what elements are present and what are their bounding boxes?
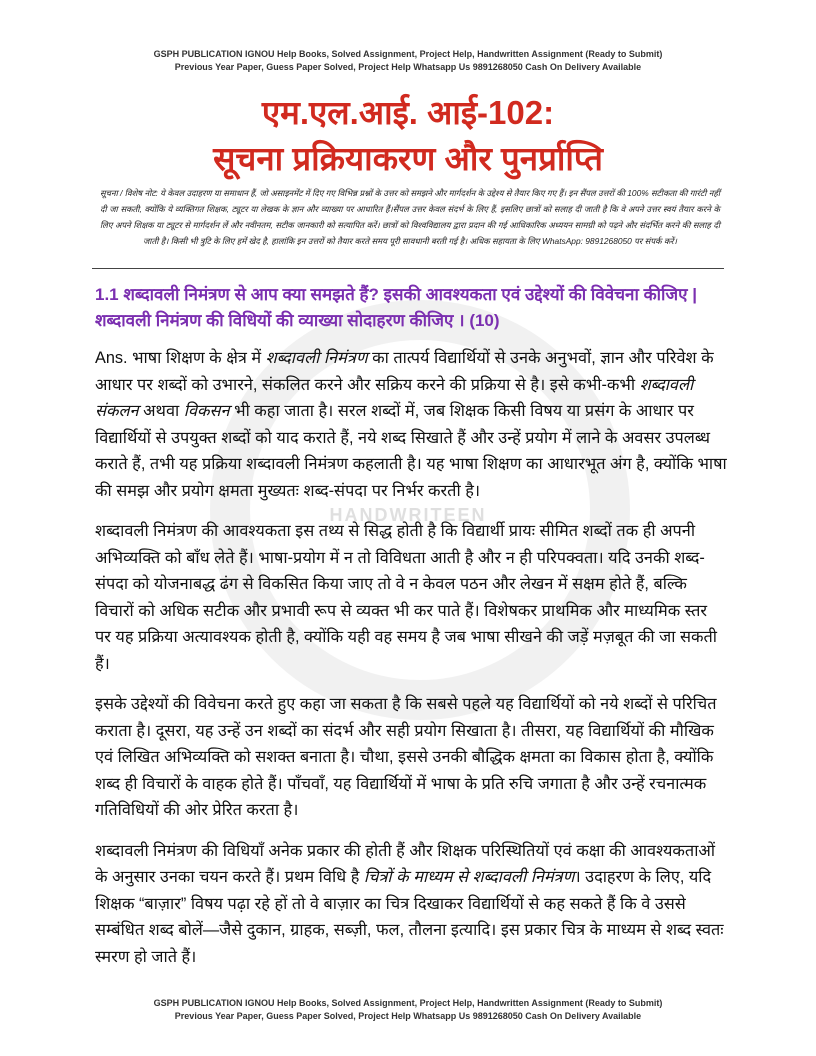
paragraph-1: Ans. भाषा शिक्षण के क्षेत्र में शब्दावली निमंत्रण का तात्पर्य विद्यार्थियों से उनके अनुभवों, ज्ञान और परिवेश के आधार पर शब्दों को उभारने, संकलित करने और सक्रिय करने की प्रक्रिया से है। इसे कभी-कभी शब्दावली संकलन अथवा विकसन भी कहा जाता है। सरल शब्दों में, जब शिक्षक किसी विषय या प्रसंग के आधार पर विद्यार्थियों से उपयुक्त शब्दों को याद कराते हैं, नये शब्द सिखाते हैं और उन्हें प्रयोग में लाने के अवसर उपलब्ध कराते हैं, तभी यह प्रक्रिया शब्दावली निमंत्रण कहलाती है। यह भाषा शिक्षण का आधारभूत अंग है, क्योंकि भाषा की समझ और प्रयोग क्षमता मुख्यतः शब्द-संपदा पर निर्भर करती है। bbox=[95, 349, 727, 500]
watermark-text: HANDWRITEEN bbox=[329, 505, 487, 525]
answer-body bbox=[95, 345, 727, 984]
header-line-1: GSPH PUBLICATION IGNOU Help Books, Solved Assignment, Project Help, Handwritten Assignment (Ready to Submit) bbox=[153, 49, 663, 59]
page-header bbox=[0, 48, 816, 74]
header-line-2: Previous Year Paper, Guess Paper Solved, Project Help Whatsapp Us 9891268050 Cash On Delivery Available bbox=[174, 62, 642, 72]
title-line-1: एम.एल.आई. आई-102: bbox=[261, 94, 555, 131]
question-heading: 1.1 शब्दावली निमंत्रण से आप क्या समझते हैं? इसकी आवश्यकता एवं उद्देश्यों की विवेचना कीजिए | शब्दावली निमंत्रण की विधियों की व्याख्या सोदाहरण कीजिए । (10) bbox=[95, 285, 697, 330]
footer-line-2: Previous Year Paper, Guess Paper Solved, Project Help Whatsapp Us 9891268050 Cash On Delivery Available bbox=[174, 1011, 642, 1021]
paragraph-3: इसके उद्देश्यों की विवेचना करते हुए कहा जा सकता है कि सबसे पहले यह विद्यार्थियों को नये शब्दों से परिचित कराता है। दूसरा, यह उन्हें उन शब्दों का संदर्भ और सही प्रयोग सिखाता है। तीसरा, यह विद्यार्थियों की मौखिक एवं लिखित अभिव्यक्ति को सशक्त बनाता है। चौथा, इससे उनकी बौद्धिक क्षमता का विकास होता है, क्योंकि शब्द ही विचारों के वाहक होते हैं। पाँचवाँ, यह विद्यार्थियों में भाषा के प्रति रुचि जगाता है और उन्हें रचनात्मक गतिविधियों की ओर प्रेरित करता है। bbox=[95, 695, 717, 819]
divider bbox=[92, 268, 724, 269]
disclaimer-notice: सूचना / विशेष नोट: ये केवल उदाहरण या समाधान हैं, जो असाइनमेंट में दिए गए विभिन्न प्रश्नों के उत्तर को समझने और मार्गदर्शन के उद्देश्य से तैयार किए गए हैं। इन सैंपल उत्तरों की 100% सटीकता की गारंटी नहीं दी जा सकती, क्योंकि ये व्यक्तिगत शिक्षक, ट्यूटर या लेखक के ज्ञान और व्याख्या पर आधारित हैं।सैंपल उत्तर केवल संदर्भ के लिए हैं, इसलिए छात्रों को सलाह दी जाती है कि वे अपने उत्तर स्वयं तैयार करने के लिए अपने शिक्षक या ट्यूटर से मार्गदर्शन लें और नवीनतम, सटीक जानकारी को सत्यापित करें। छात्रों को विश्वविद्यालय द्वारा प्रदान की गई आधिकारिक अध्ययन सामग्री को पढ़ने और संदर्भित करने की सलाह दी जाती है। किसी भी त्रुटि के लिए हमें खेद है, हालांकि इन उत्तरों को तैयार करते समय पूरी सावधानी बरती गई है। अधिक सहायता के लिए WhatsApp: 9891268050 पर संपर्क करें। bbox=[100, 188, 720, 246]
page-title bbox=[0, 90, 816, 182]
footer-line-1: GSPH PUBLICATION IGNOU Help Books, Solved Assignment, Project Help, Handwritten Assignment (Ready to Submit) bbox=[153, 998, 663, 1008]
page-footer bbox=[0, 997, 816, 1023]
paragraph-4: शब्दावली निमंत्रण की विधियाँ अनेक प्रकार की होती हैं और शिक्षक परिस्थितियों एवं कक्षा की आवश्यकताओं के अनुसार उनका चयन करते हैं। प्रथम विधि है चित्रों के माध्यम से शब्दावली निमंत्रण। उदाहरण के लिए, यदि शिक्षक “बाज़ार” विषय पढ़ा रहे हों तो वे बाज़ार का चित्र दिखाकर विद्यार्थियों से कह सकते हैं कि वे उससे सम्बंधित शब्द बोलें—जैसे दुकान, ग्राहक, सब्ज़ी, फल, तौलना इत्यादि। इस प्रकार चित्र के माध्यम से शब्द स्वतः स्मरण हो जाते हैं। bbox=[95, 841, 724, 966]
title-line-2: सूचना प्रक्रियाकरण और पुनर्प्राप्ति bbox=[213, 140, 603, 177]
paragraph-2: शब्दावली निमंत्रण की आवश्यकता इस तथ्य से सिद्ध होती है कि विद्यार्थी प्रायः सीमित शब्दों तक ही अपनी अभिव्यक्ति को बाँध लेते हैं। भाषा-प्रयोग में न तो विविधता आती है और न ही परिपक्वता। यदि उनकी शब्द-संपदा को योजनाबद्ध ढंग से विकसित किया जाए तो वे न केवल पठन और लेखन में सक्षम होते हैं, बल्कि विचारों को अधिक सटीक और प्रभावी रूप से व्यक्त भी कर पाते हैं। विशेषकर प्राथमिक और माध्यमिक स्तर पर यह प्रक्रिया अत्यावश्यक होती है, क्योंकि यही वह समय है जब भाषा सीखने की जड़ें मज़बूत की जा सकती हैं। bbox=[95, 522, 717, 673]
